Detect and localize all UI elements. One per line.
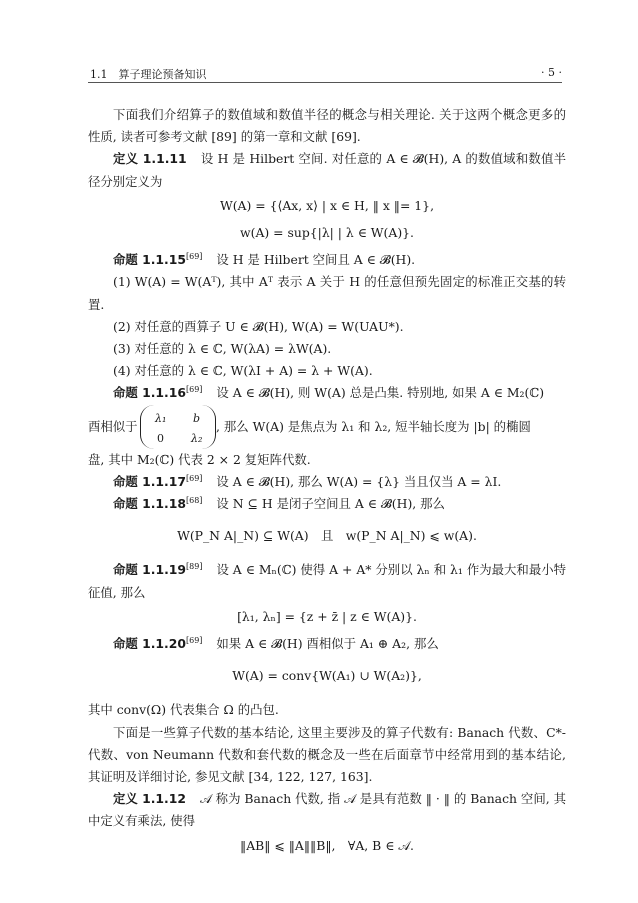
proposition-1-1-17 — [88, 471, 566, 493]
matrix-cell: b — [193, 411, 201, 425]
proposition-1-1-20 — [88, 633, 566, 655]
proposition-text: 如果 A ∈ 𝓑(H) 酉相似于 A₁ ⊕ A₂, 那么 — [216, 636, 439, 652]
formula-numerical-radius: w(A) = sup{|λ| | λ ∈ W(A)}. — [240, 225, 414, 241]
proposition-item: (2) 对任意的酉算子 U ∈ 𝓑(H), W(A) = W(UAU*). — [113, 318, 404, 334]
matrix-cell: 0 — [157, 431, 164, 445]
page-body — [88, 104, 566, 862]
matrix-line — [88, 405, 566, 449]
proposition-label: 命题 1.1.17 — [113, 473, 186, 489]
definition-label: 定义 1.1.12 — [113, 791, 187, 807]
matrix-pre-text: 酉相似于 — [88, 418, 138, 434]
proposition-item: (4) 对任意的 λ ∈ ℂ, W(λI + A) = λ + W(A). — [113, 363, 373, 379]
matrix-cell: λ₁ — [155, 411, 167, 425]
formula-convex-hull: W(A) = conv{W(A₁) ∪ W(A₂)}, — [232, 668, 422, 684]
citation-ref: [69] — [186, 252, 203, 262]
proposition-text: 设 H 是 Hilbert 空间且 A ∈ 𝓑(H). — [216, 252, 416, 268]
definition-label: 定义 1.1.11 — [113, 151, 187, 167]
proposition-1-1-16 — [88, 382, 566, 404]
formula-eigen-interval: [λ₁, λₙ] = {z + z̄ | z ∈ W(A)}. — [237, 608, 417, 624]
formula-compression: W(P_N A|_N) ⊆ W(A) 且 w(P_N A|_N) ⩽ w(A). — [177, 528, 477, 544]
intro-paragraph: 下面我们介绍算子的数值域和数值半径的概念与相关理论. 关于这两个概念更多的性质, 读者可参考文献 [89] 的第一章和文献 [69]. — [88, 107, 566, 145]
definition-text: 设 H 是 Hilbert 空间. 对任意的 A ∈ 𝓑(H), A 的数值域和数值半径分别定义为 — [88, 151, 567, 189]
citation-ref: [89] — [186, 562, 203, 572]
proposition-text-continued: 盘, 其中 M₂(ℂ) 代表 2 × 2 复矩阵代数. — [88, 451, 311, 467]
proposition-1-1-18 — [88, 493, 566, 515]
proposition-label: 命题 1.1.20 — [113, 636, 186, 652]
header-section-title: 1.1 算子理论预备知识 — [90, 68, 207, 81]
proposition-text: 设 A ∈ 𝓑(H), 则 W(A) 总是凸集. 特别地, 如果 A ∈ M₂(ℂ) — [216, 385, 545, 401]
citation-ref: [69] — [186, 635, 203, 645]
proposition-label: 命题 1.1.19 — [113, 562, 187, 578]
proposition-label: 命题 1.1.16 — [113, 385, 186, 401]
proposition-label: 命题 1.1.15 — [113, 252, 186, 268]
formula-numerical-range: W(A) = {⟨Ax, x⟩ | x ∈ H, ‖ x ‖= 1}, — [219, 197, 435, 213]
proposition-1-1-15 — [88, 249, 566, 271]
proposition-1-1-19 — [88, 559, 566, 603]
matrix-post-text: , 那么 W(A) 是焦点为 λ₁ 和 λ₂, 短半轴长度为 |b| 的椭圆 — [216, 418, 531, 434]
header-page-number: · 5 · — [541, 66, 562, 79]
matrix-cell: λ₂ — [191, 431, 203, 445]
proposition-text: 设 A ∈ 𝓑(H), 那么 W(A) = {λ} 当且仅当 A = λI. — [216, 473, 502, 489]
running-header — [88, 64, 562, 83]
proposition-label: 命题 1.1.18 — [113, 496, 186, 512]
proposition-item: (3) 对任意的 λ ∈ ℂ, W(λA) = λW(A). — [113, 341, 332, 357]
definition-1-1-12 — [88, 788, 566, 832]
formula-submultiplicative: ‖AB‖ ⩽ ‖A‖‖B‖, ∀A, B ∈ 𝒜. — [240, 837, 414, 853]
proposition-text: 设 A ∈ Mₙ(ℂ) 使得 A + A* 分别以 λₙ 和 λ₁ 作为最大和最小特征值, 那么 — [88, 562, 567, 600]
proposition-item: (1) W(A) = W(Aᵀ), 其中 Aᵀ 表示 A 关于 H 的任意但预先固定的标准正交基的转置. — [88, 274, 566, 312]
definition-1-1-11 — [88, 148, 566, 192]
proposition-text: 设 N ⊆ H 是闭子空间且 A ∈ 𝓑(H), 那么 — [216, 496, 445, 512]
citation-ref: [69] — [186, 385, 203, 395]
matrix-2x2 — [140, 405, 216, 449]
definition-text: 𝒜 称为 Banach 代数, 指 𝒜 是具有范数 ‖ · ‖ 的 Banach 空间, 其中定义有乘法, 使得 — [88, 791, 566, 829]
convex-hull-note: 其中 conv(Ω) 代表集合 Ω 的凸包. — [88, 702, 279, 718]
citation-ref: [69] — [186, 473, 203, 483]
citation-ref: [68] — [186, 495, 203, 505]
operator-algebra-paragraph: 下面是一些算子代数的基本结论, 这里主要涉及的算子代数有: Banach 代数、C*-代数、von Neumann 代数和套代数的概念及一些在后面章节中经常用到的基本结论, 其证明及详细讨论, 参见文献 [34, 122, 127, 163]. — [88, 724, 566, 785]
